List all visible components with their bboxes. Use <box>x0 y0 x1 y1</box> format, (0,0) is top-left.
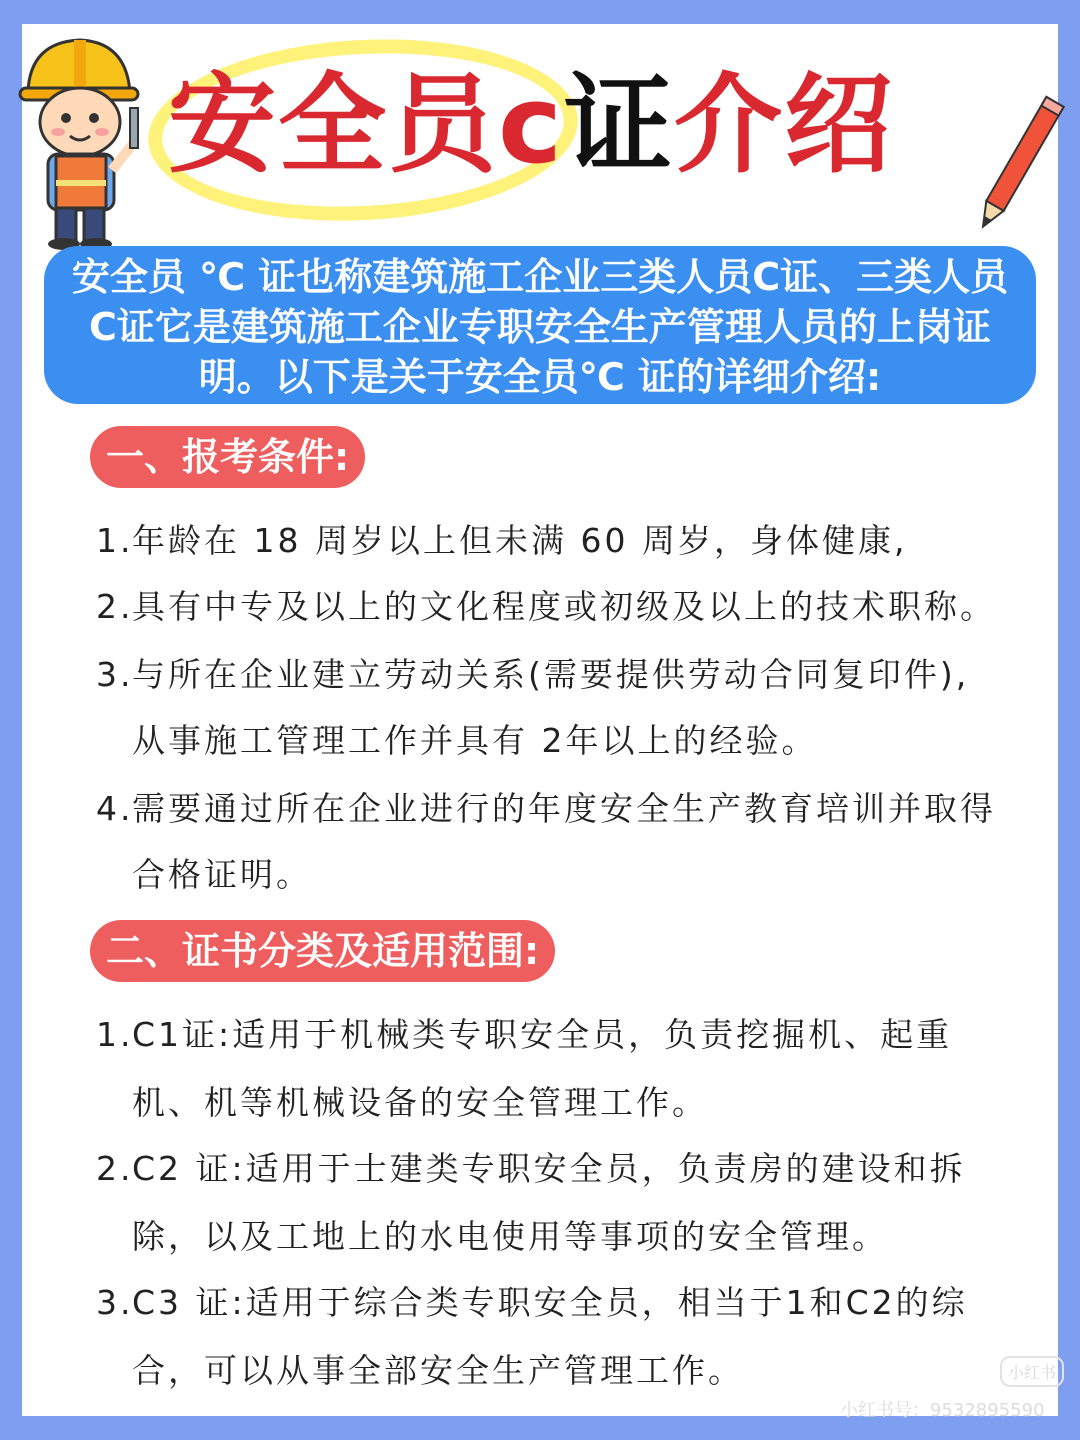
item-continuation: 机、机等机械设备的安全管理工作。 <box>132 1083 708 1122</box>
item-number: 3. <box>96 1283 134 1322</box>
watermark-logo: 小红书 <box>1000 1356 1064 1387</box>
item-number: 4. <box>96 789 134 828</box>
section-heading-categories: 二、证书分类及适用范围: <box>90 920 555 982</box>
intro-line-1: 安全员 ℃ 证也称建筑施工企业三类人员C证、三类人员 <box>71 255 1009 299</box>
item-text: C2 证:适用于士建类专职安全员，负责房的建设和拆 <box>132 1149 966 1188</box>
list-item <box>96 1136 966 1202</box>
list-item <box>96 1270 968 1336</box>
item-text: 需要通过所在企业进行的年度安全生产教育培训并取得 <box>132 789 996 828</box>
list-item <box>96 508 907 574</box>
section-heading-requirements: 一、报考条件: <box>90 426 365 488</box>
list-item <box>96 574 996 640</box>
item-number: 2. <box>96 587 134 626</box>
watermark-text: 小红书号：9532895590 <box>840 1400 1045 1421</box>
item-number: 1. <box>96 521 134 560</box>
title-part1: 安全员 <box>168 63 499 188</box>
item-text: 与所在企业建立劳动关系(需要提供劳动合同复印件), <box>132 655 970 694</box>
title-c: c <box>498 63 565 188</box>
pencil-icon <box>968 86 1068 246</box>
item-continuation: 合，可以从事全部安全生产管理工作。 <box>132 1351 744 1390</box>
intro-line-3: 明。以下是关于安全员℃ 证的详细介绍: <box>198 355 882 399</box>
item-text: 具有中专及以上的文化程度或初级及以上的技术职称。 <box>132 587 996 626</box>
item-continuation: 合格证明。 <box>132 855 312 894</box>
item-text: 年龄在 18 周岁以上但未满 60 周岁，身体健康, <box>132 521 908 560</box>
construction-worker-illustration <box>8 22 158 252</box>
title-zheng: 证 <box>564 63 675 188</box>
intro-box <box>44 246 1036 404</box>
item-text: C1证:适用于机械类专职安全员，负责挖掘机、起重 <box>132 1015 953 1054</box>
title-part2: 介绍 <box>674 63 895 188</box>
list-item <box>96 642 969 708</box>
item-number: 3. <box>96 655 134 694</box>
item-number: 2. <box>96 1149 134 1188</box>
list-item <box>96 776 996 842</box>
list-item <box>96 1002 952 1068</box>
item-text: C3 证:适用于综合类专职安全员，相当于1和C2的综 <box>132 1283 968 1322</box>
item-continuation: 从事施工管理工作并具有 2年以上的经验。 <box>132 721 818 760</box>
item-number: 1. <box>96 1015 134 1054</box>
intro-line-2: C证它是建筑施工企业专职安全生产管理人员的上岗证 <box>89 305 991 349</box>
item-continuation: 除，以及工地上的水电使用等事项的安全管理。 <box>132 1217 888 1256</box>
page-title <box>168 56 894 196</box>
